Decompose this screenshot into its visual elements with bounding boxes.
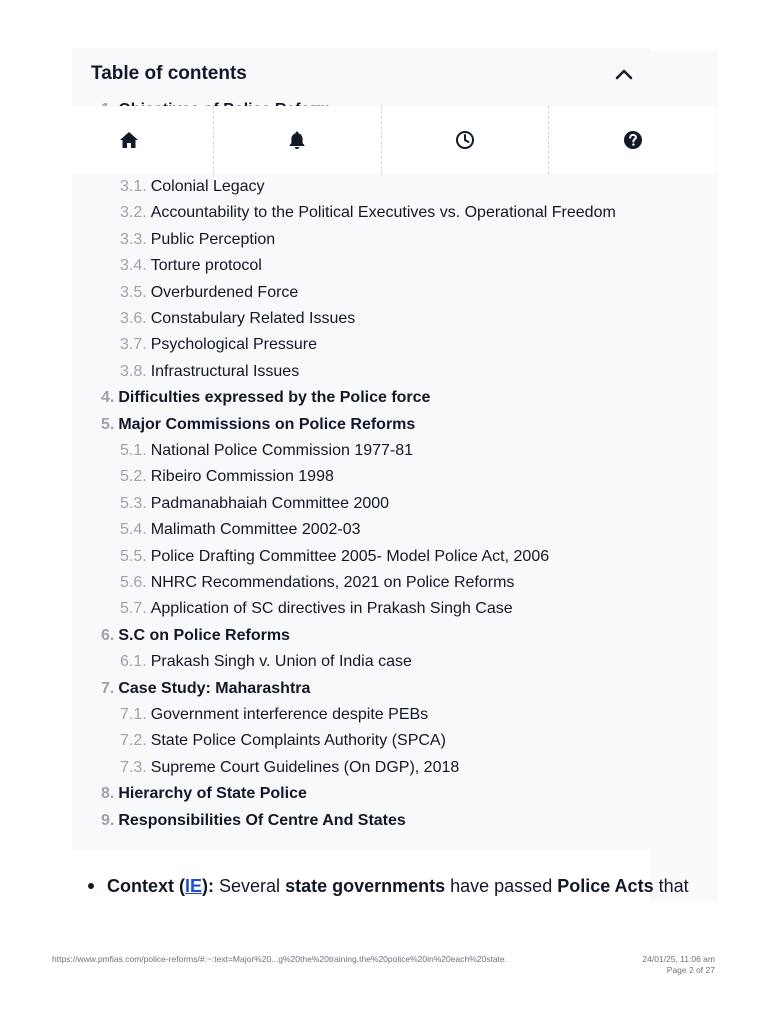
toc-entry-number: 7.3. [120,758,147,776]
toc-entry-number: 3.6. [120,310,147,327]
toc-entry-label: Responsibilities Of Centre And States [118,811,406,829]
toc-entry-number: 3.2. [120,204,147,222]
toc-entry[interactable] [101,784,307,804]
toc-entry[interactable] [120,441,413,461]
toc-entry[interactable] [120,256,262,276]
toc-entry[interactable] [120,309,355,329]
toc-entry-number: 8. [101,785,115,803]
toc-entry[interactable] [120,758,459,778]
toc-entry[interactable] [120,230,275,250]
clock-icon [455,130,475,150]
toc-entry-number: 5.1. [120,442,147,459]
toc-entry-number: 6.1. [120,653,147,671]
footer-page-number: Page 2 of 27 [666,965,715,975]
toc-entry-label: Application of SC directives in Prakash Singh Case [150,600,513,618]
toc-entry-label: Psychological Pressure [150,336,317,354]
toc-entry[interactable] [120,335,317,355]
footer-url: https://www.pmfias.com/police-reforms/#:~:text=Major%20...g%20the%20training,the%20police%20in%20each%20state. [52,954,507,964]
toc-entry-label: State Police Complaints Authority (SPCA) [150,732,446,750]
toc-entry-label: Overburdened Force [150,283,299,301]
toc-entry-number: 7. [101,679,115,697]
toc-entry-label: Ribeiro Commission 1998 [150,468,334,486]
toc-entry[interactable] [101,415,415,435]
toc-entry-label: Supreme Court Guidelines (On DGP), 2018 [150,758,460,776]
toc-entry[interactable] [120,547,549,567]
context-text-2: have passed [445,876,558,896]
toc-entry-label: Case Study: Maharashtra [118,679,311,697]
toc-entry-label: Colonial Legacy [150,178,265,195]
toc-entry[interactable] [120,599,513,619]
toc-entry[interactable] [120,520,361,540]
context-label-end: ): [202,876,215,896]
toc-entry-number: 7.1. [120,706,147,723]
toc-entry[interactable] [120,362,299,382]
toc-entry-number: 5.2. [120,468,147,486]
toc-entry-label: Constabulary Related Issues [150,310,356,327]
chevron-up-icon [612,64,636,84]
toc-entry[interactable] [120,494,389,514]
toc-entry-number: 4. [101,389,115,407]
toc-entry-number: 5.4. [120,521,147,539]
toc-entry-number: 3.3. [120,230,147,248]
toc-entry-label: Torture protocol [150,257,262,275]
page-edge-strip [650,50,718,902]
toc-entry-number: 5.3. [120,494,147,512]
toc-entry[interactable] [120,652,412,672]
nav-home-button[interactable] [46,106,213,174]
toc-entry[interactable] [120,283,298,303]
toc-entry-label: Accountability to the Political Executives vs. Operational Freedom [150,204,616,222]
toc-entry-number: 6. [101,626,115,644]
toc-entry-number: 9. [101,811,115,829]
toc-entry-number: 5.7. [120,600,147,618]
toc-entry-label: Padmanabhaiah Committee 2000 [150,494,390,512]
footer-datetime: 24/01/25, 11:06 am [642,954,715,964]
bottom-nav-bar [46,106,716,174]
toc-entry-label: Malimath Committee 2002-03 [150,521,361,539]
toc-entry[interactable] [120,573,514,593]
bell-icon [287,130,307,150]
context-text-3: that [653,876,689,896]
bullet-marker [88,883,94,889]
toc-entry[interactable] [120,177,265,197]
toc-entry-label: National Police Commission 1977-81 [150,442,414,459]
toc-entry-label: Major Commissions on Police Reforms [118,415,416,433]
context-bold-1: state governments [285,876,446,896]
toc-entry-label: Hierarchy of State Police [118,785,307,803]
toc-entry[interactable] [120,203,616,223]
toc-entry[interactable] [120,467,334,487]
toc-entry-number: 3.8. [120,362,147,380]
toc-entry-number: 3.4. [120,257,147,275]
toc-entry[interactable] [101,679,310,699]
toc-entry[interactable] [120,705,428,725]
nav-notifications-button[interactable] [213,106,381,174]
toc-entry-label: NHRC Recommendations, 2021 on Police Reforms [150,574,515,591]
nav-history-button[interactable] [381,106,549,174]
toc-entry-label: S.C on Police Reforms [118,626,290,644]
toc-entry-label: Public Perception [150,230,276,248]
toc-entry[interactable] [101,388,430,408]
toc-header [91,60,636,88]
context-bold-2: Police Acts [557,876,654,896]
toc-entry-number: 3.5. [120,283,147,301]
toc-entry-number: 5.5. [120,547,147,565]
context-text-1: Several [214,876,286,896]
toc-entry-number: 5. [101,415,115,433]
question-circle-icon [623,130,643,150]
toc-title: Table of contents [91,63,247,84]
toc-entry-label: Infrastructural Issues [150,362,300,380]
home-icon [119,130,139,150]
context-label: Context ( [107,876,185,896]
toc-entry-number: 7.2. [120,732,147,750]
toc-entry-label: Difficulties expressed by the Police force [118,389,431,407]
context-source-link[interactable]: IE [185,876,203,896]
toc-entry[interactable] [101,811,406,831]
toc-entry-number: 5.6. [120,574,147,591]
toc-entry-label: Prakash Singh v. Union of India case [150,653,412,671]
toc-entry-number: 3.7. [120,336,147,354]
toc-entry[interactable] [120,731,446,751]
toc-entry-label: Government interference despite PEBs [150,706,429,723]
collapse-toc-button[interactable] [612,64,636,84]
toc-entry[interactable] [101,626,290,646]
nav-help-button[interactable] [548,106,716,174]
toc-entry-label: Police Drafting Committee 2005- Model Police Act, 2006 [150,547,550,565]
toc-entry-number: 3.1. [120,178,147,195]
footer-meta [642,954,715,976]
